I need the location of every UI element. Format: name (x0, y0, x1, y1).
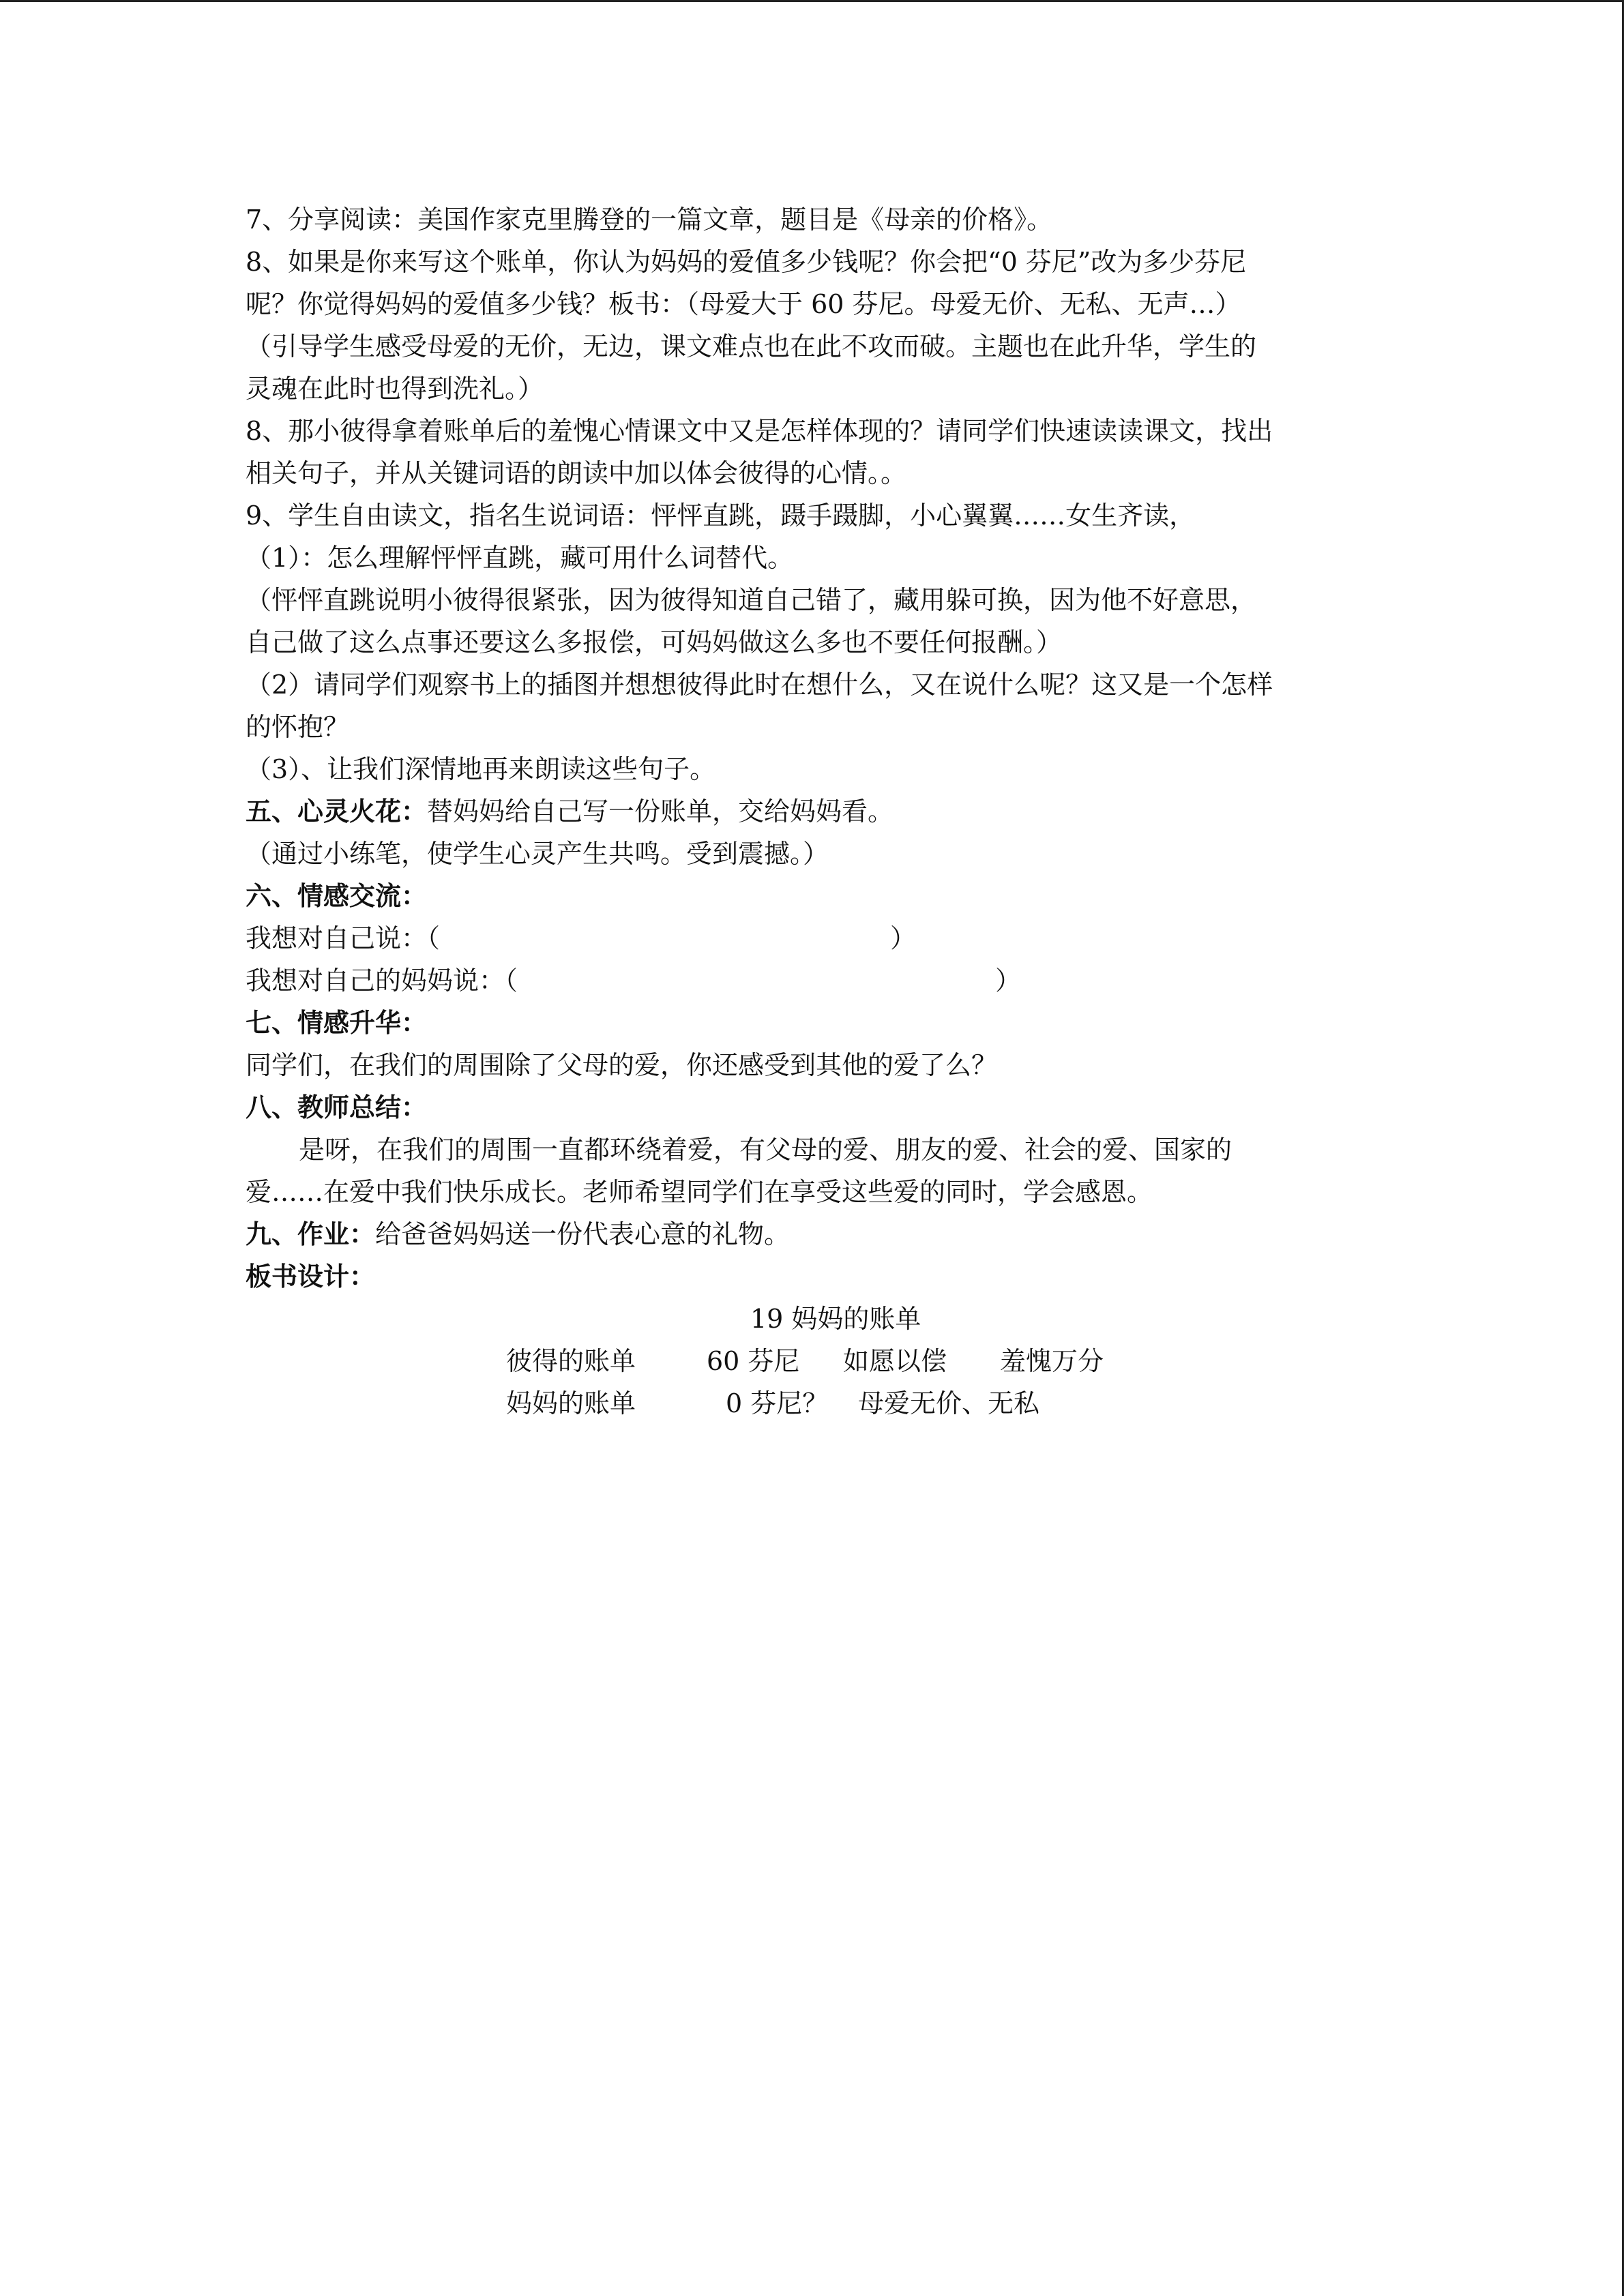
reflection-prompt-self (246, 917, 1391, 959)
document-body (246, 198, 1391, 1425)
section-text: 给爸爸妈妈送一份代表心意的礼物。 (375, 1219, 791, 1249)
section-five (246, 790, 1391, 833)
text-line: 9、学生自由读文，指名生说词语：怦怦直跳，蹑手蹑脚，小心翼翼……女生齐读， (246, 501, 1196, 531)
summary-paragraph-line: 爱……在爱中我们快乐成长。老师希望同学们在享受这些爱的同时，学会感恩。 (246, 1177, 1153, 1207)
summary-paragraph-line: 是呀，在我们的周围一直都环绕着爱，有父母的爱、朋友的爱、社会的爱、国家的 (299, 1135, 1232, 1165)
board-design-heading: 板书设计： (246, 1261, 376, 1292)
text-line: （3）、让我们深情地再来朗读这些句子。 (246, 754, 716, 784)
section-five-note: （通过小练笔，使学生心灵产生共鸣。受到震撼。） (246, 839, 829, 869)
board-cell: 羞愧万分 (1000, 1346, 1104, 1376)
section-text: 替妈妈给自己写一份账单，交给妈妈看。 (427, 796, 894, 826)
text-line: （引导学生感受母爱的无价，无边，课文难点也在此不攻而破。主题也在此升华，学生的 (246, 331, 1257, 361)
section-seven-heading: 七、情感升华： (246, 1007, 428, 1038)
section-eight-heading: 八、教师总结： (246, 1092, 428, 1122)
board-cell: 彼得的账单 (506, 1346, 636, 1376)
section-nine (246, 1213, 1391, 1255)
board-row-peter (246, 1340, 1391, 1382)
text-line: 呢？你觉得妈妈的爱值多少钱？板书：（母爱大于 60 芬尼。母爱无价、无私、无声…） (246, 289, 1241, 319)
board-cell: 如愿以偿 (843, 1346, 947, 1376)
board-title: 19 妈妈的账单 (750, 1304, 921, 1334)
text-line: 8、如果是你来写这个账单，你认为妈妈的爱值多少钱呢？你会把“0 芬尼”改为多少芬尼 (246, 247, 1247, 277)
board-row-mother (246, 1382, 1391, 1425)
board-cell: 0 芬尼？ (726, 1388, 829, 1418)
reflection-prompt-mother (246, 959, 1391, 1002)
board-cell: 母爱无价、无私 (858, 1388, 1040, 1418)
text-line: （怦怦直跳说明小彼得很紧张，因为彼得知道自己错了，藏用躲可换，因为他不好意思， (246, 585, 1257, 615)
prompt-open: 我想对自己说：（ (246, 923, 441, 953)
text-line: 灵魂在此时也得到洗礼。） (246, 374, 544, 404)
prompt-close: ） (890, 923, 917, 953)
section-seven-text: 同学们，在我们的周围除了父母的爱，你还感受到其他的爱了么？ (246, 1050, 998, 1080)
text-line: 8、那小彼得拿着账单后的羞愧心情课文中又是怎样体现的？请同学们快速读读课文，找出 (246, 416, 1273, 446)
section-six-heading: 六、情感交流： (246, 880, 428, 911)
text-line: 相关句子，并从关键词语的朗读中加以体会彼得的心情。。 (246, 458, 907, 488)
section-heading: 五、心灵火花： (246, 796, 428, 826)
board-cell: 60 芬尼 (707, 1346, 800, 1376)
prompt-close: ） (995, 966, 1022, 996)
text-line: 7、分享阅读：美国作家克里腾登的一篇文章，题目是《母亲的价格》。 (246, 205, 1053, 235)
text-line: 的怀抱？ (246, 712, 350, 742)
text-line: （1）：怎么理解怦怦直跳，藏可用什么词替代。 (246, 543, 794, 573)
text-line: （2）请同学们观察书上的插图并想想彼得此时在想什么，又在说什么呢？这又是一个怎样 (246, 670, 1273, 700)
section-heading: 九、作业： (246, 1219, 376, 1249)
prompt-open: 我想对自己的妈妈说：（ (246, 966, 518, 996)
board-cell: 妈妈的账单 (506, 1388, 636, 1418)
text-line: 自己做了这么点事还要这么多报偿，可妈妈做这么多也不要任何报酬。） (246, 627, 1063, 657)
